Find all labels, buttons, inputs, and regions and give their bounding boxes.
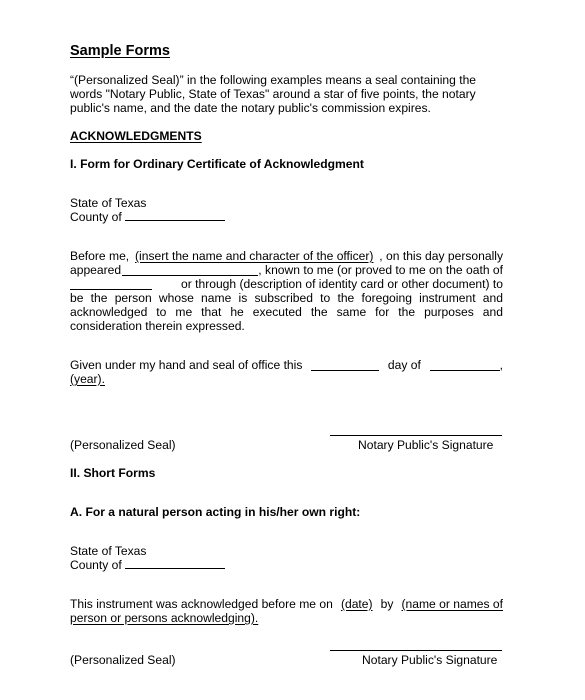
persons-acknowledging: person or persons acknowledging). [70,611,259,625]
state-label-2: State of Texas [70,544,147,558]
day-of-text: day of [387,358,421,372]
given-text: Given under my hand and seal of office this [70,358,303,372]
form-title: I. Form for Ordinary Certificate of Acknowledgment [70,157,364,171]
personalized-seal-2: (Personalized Seal) [70,653,176,667]
month-blank [430,360,500,371]
date-placeholder: (date) [340,597,373,611]
paragraph-line-1 [70,249,503,263]
known-to-me-text: , known to me (or proved to me on the oath of [258,263,503,277]
personalized-seal-1: (Personalized Seal) [70,438,176,452]
page-title: Sample Forms [70,43,170,59]
paragraph-line-2 [70,263,503,277]
appeared-blank [122,265,258,276]
by-text: by [380,597,394,611]
intro-line-3: public's name, and the date the notary public's commission expires. [70,101,431,115]
paragraph-line-4: be the person whose name is subscribed to the foregoing instrument and [70,291,503,305]
notary-signature-label-1: Notary Public's Signature [358,438,494,452]
county-row-2 [70,558,225,572]
county-row [70,210,225,224]
before-me-text: Before me, [70,249,130,263]
short-forms-heading: II. Short Forms [70,466,156,480]
acknowledgments-heading: ACKNOWLEDGMENTS [70,129,202,143]
instrument-line-1 [70,597,503,611]
year-placeholder: (year). [70,372,105,386]
county-blank [125,210,225,221]
county-blank-2 [125,558,225,569]
comma-text: , [499,358,503,372]
oath-blank [70,279,152,290]
signature-line-2 [330,650,502,651]
paragraph-line-5: acknowledged to me that he executed the same for the purposes and [70,305,503,319]
officer-placeholder: (insert the name and character of the officer) [135,249,374,263]
county-label-2: County of [70,558,122,572]
signature-line-1 [330,435,502,436]
names-placeholder: (name or names of [401,597,503,611]
paragraph-line-3 [70,277,503,291]
day-personally-text: , on this day personally [379,249,503,263]
paragraph-line-6: consideration therein expressed. [70,319,245,333]
county-label: County of [70,210,122,224]
state-label: State of Texas [70,196,147,210]
day-blank [311,360,379,371]
instrument-text: This instrument was acknowledged before me on [70,597,333,611]
intro-line-1: “(Personalized Seal)” in the following examples means a seal containing the [70,73,477,87]
notary-signature-label-2: Notary Public's Signature [362,653,498,667]
given-line [70,358,503,372]
appeared-text: appeared [70,263,122,277]
intro-line-2: words "Notary Public, State of Texas" around a star of five points, the notary [70,87,476,101]
identity-text: or through (description of identity card or other document) to [181,277,503,291]
natural-person-subheading: A. For a natural person acting in his/her own right: [70,505,361,519]
